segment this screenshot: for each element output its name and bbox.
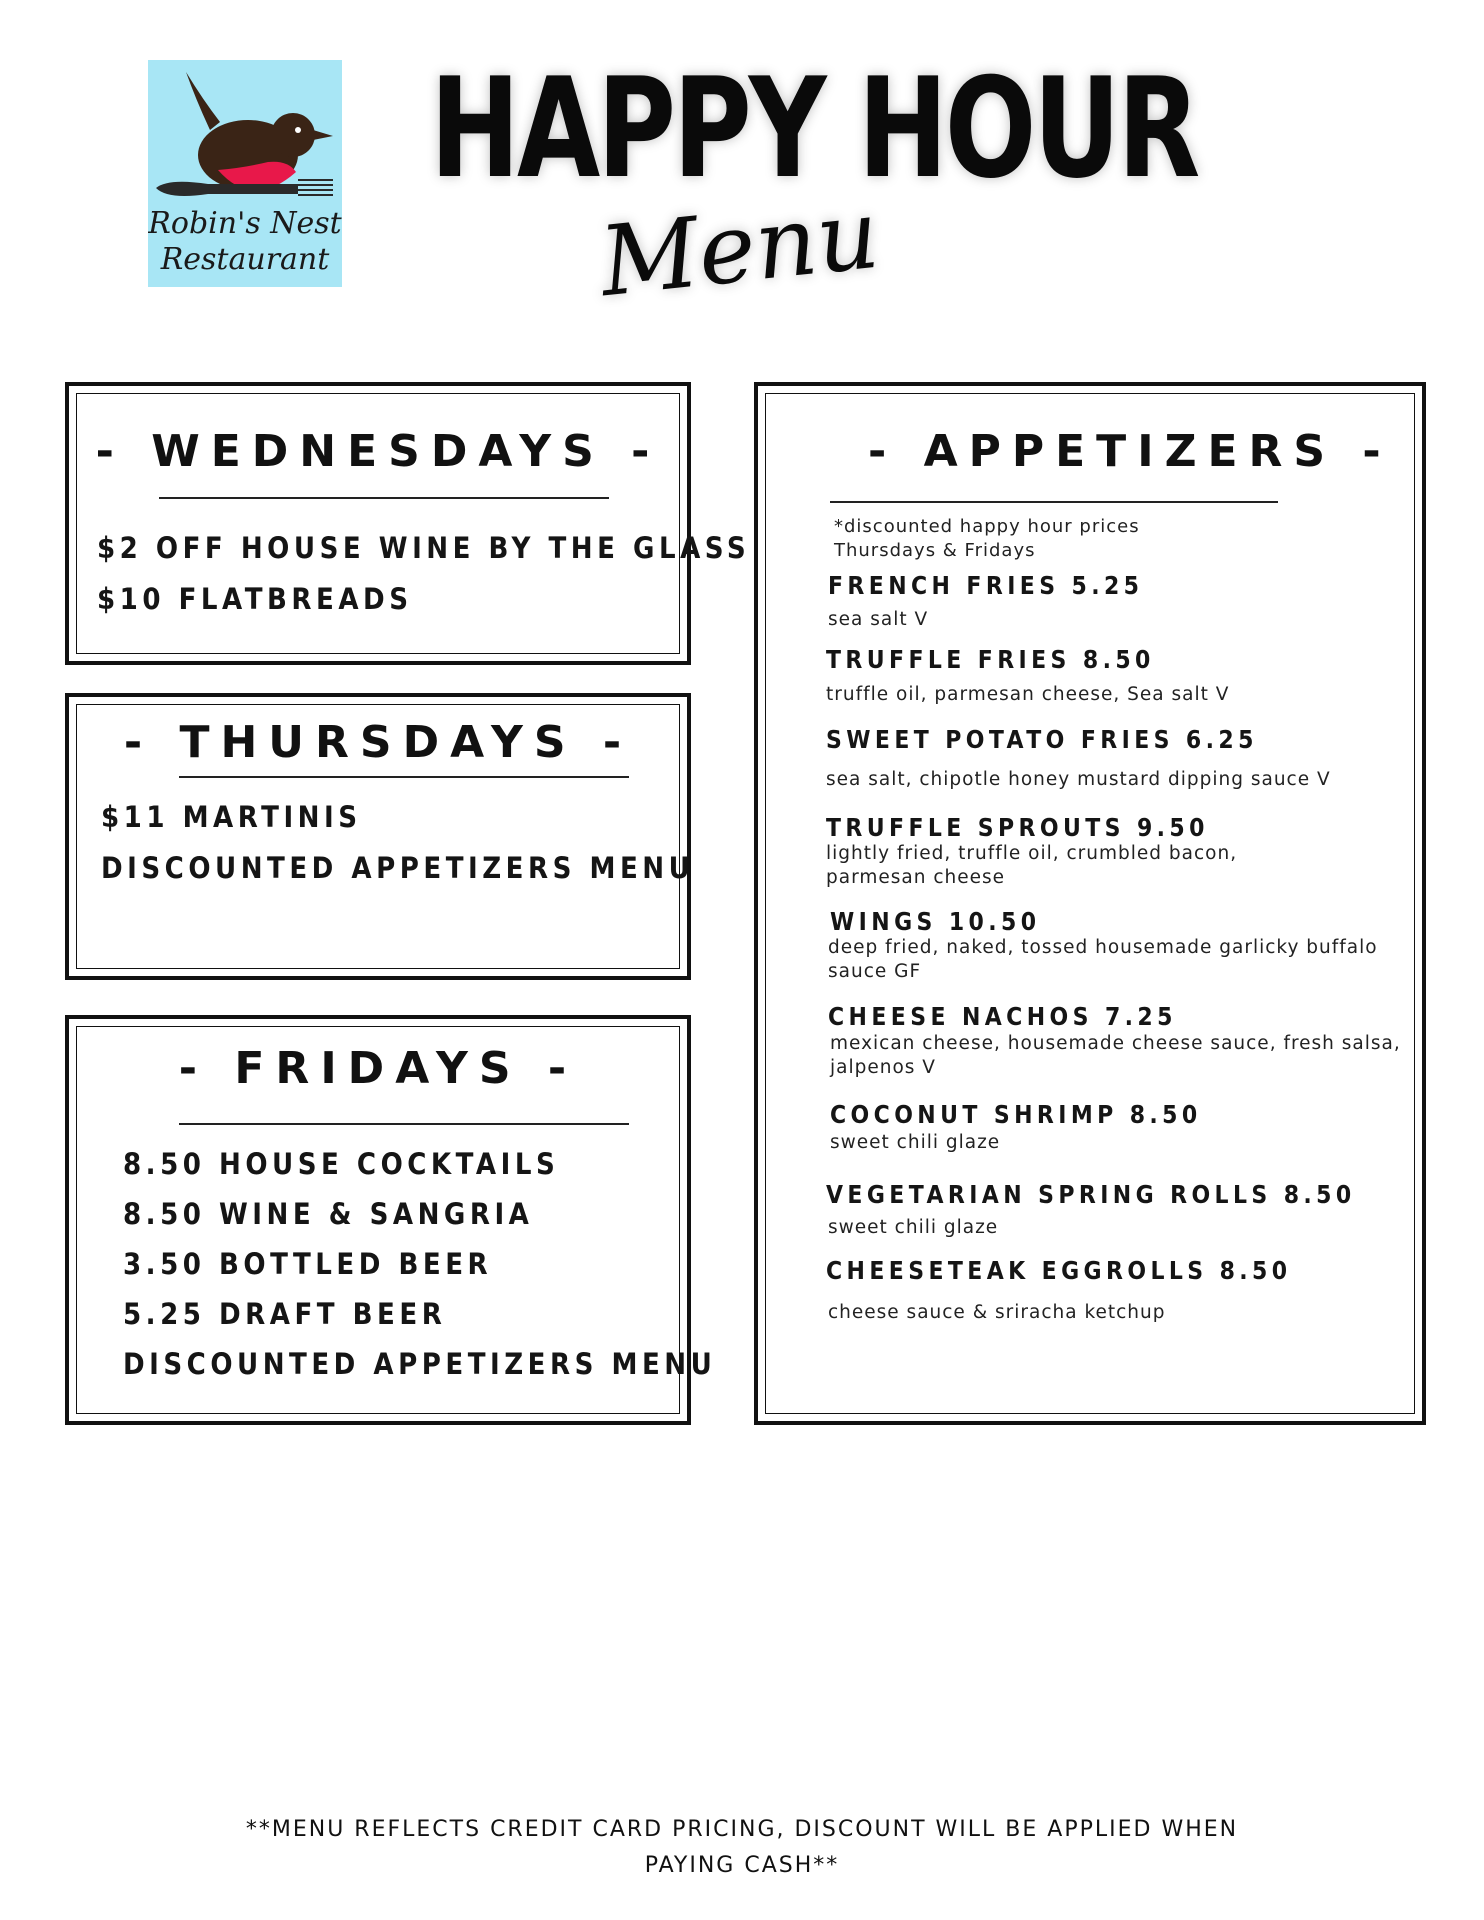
divider [179, 776, 629, 778]
appetizer-desc: sweet chili glaze [830, 1132, 1001, 1153]
fridays-box [65, 1015, 717, 1425]
appetizer-desc: sea salt, chipotle honey mustard dipping sauce V [826, 769, 1331, 790]
appetizer-desc: lightly fried, truffle oil, crumbled bacon, parmesan cheese [826, 843, 1238, 888]
deal-item: 3.50 BOTTLED BEER [123, 1247, 493, 1281]
appetizer-desc: cheese sauce & sriracha ketchup [828, 1302, 1166, 1323]
appetizer-name: COCONUT SHRIMP 8.50 [830, 1100, 1202, 1129]
appetizer-name: SWEET POTATO FRIES 6.25 [826, 725, 1258, 754]
divider [159, 497, 609, 499]
appetizers-heading: - APPETIZERS - [868, 426, 1392, 477]
appetizer-name: TRUFFLE SPROUTS 9.50 [826, 813, 1209, 842]
deal-item: 8.50 WINE & SANGRIA [123, 1197, 534, 1231]
appetizer-desc: deep fried, naked, tossed housemade garlicky buffalo sauce GF [828, 937, 1378, 982]
thursdays-box [65, 693, 695, 980]
fridays-heading: - FRIDAYS - [178, 1043, 578, 1094]
appetizer-name: WINGS 10.50 [830, 907, 1041, 936]
deal-item: 5.25 DRAFT BEER [123, 1297, 447, 1331]
appetizer-name: TRUFFLE FRIES 8.50 [826, 645, 1155, 674]
page-subtitle: Menu [594, 177, 884, 319]
restaurant-logo [148, 60, 342, 287]
appetizer-desc: truffle oil, parmesan cheese, Sea salt V [826, 684, 1230, 705]
divider [179, 1123, 629, 1125]
deal-item: $2 OFF HOUSE WINE BY THE GLASS [97, 531, 751, 565]
divider [830, 501, 1278, 503]
pricing-disclaimer [0, 1812, 1484, 1884]
disclaimer-line: PAYING CASH** [644, 1853, 840, 1878]
appetizer-desc: sea salt V [828, 609, 929, 630]
appetizer-desc: mexican cheese, housemade cheese sauce, fresh salsa, jalpenos V [830, 1033, 1401, 1078]
deal-item: $10 FLATBREADS [97, 582, 413, 616]
note-line: *discounted happy hour prices [834, 516, 1140, 537]
appetizer-name: FRENCH FRIES 5.25 [828, 571, 1144, 600]
appetizer-name: CHEESE NACHOS 7.25 [828, 1002, 1177, 1031]
discount-note [834, 515, 1140, 563]
logo-subname: Restaurant [160, 242, 330, 277]
deal-item: DISCOUNTED APPETIZERS MENU [123, 1347, 717, 1381]
deal-item: $11 MARTINIS [101, 800, 362, 834]
deal-item: DISCOUNTED APPETIZERS MENU [101, 851, 695, 885]
note-line: Thursdays & Fridays [834, 540, 1036, 561]
appetizer-name: CHEESETEAK EGGROLLS 8.50 [826, 1256, 1292, 1285]
appetizer-desc: sweet chili glaze [828, 1217, 999, 1238]
page-title: HAPPY HOUR [430, 48, 1198, 209]
wednesdays-box [65, 382, 751, 665]
deal-item: 8.50 HOUSE COCKTAILS [123, 1147, 560, 1181]
wednesdays-heading: - WEDNESDAYS - [95, 426, 661, 477]
logo-name: Robin's Nest [148, 206, 342, 241]
thursdays-heading: - THURSDAYS - [123, 717, 633, 768]
appetizer-name: VEGETARIAN SPRING ROLLS 8.50 [826, 1180, 1356, 1209]
disclaimer-line: **MENU REFLECTS CREDIT CARD PRICING, DISCOUNT WILL BE APPLIED WHEN [245, 1817, 1239, 1842]
